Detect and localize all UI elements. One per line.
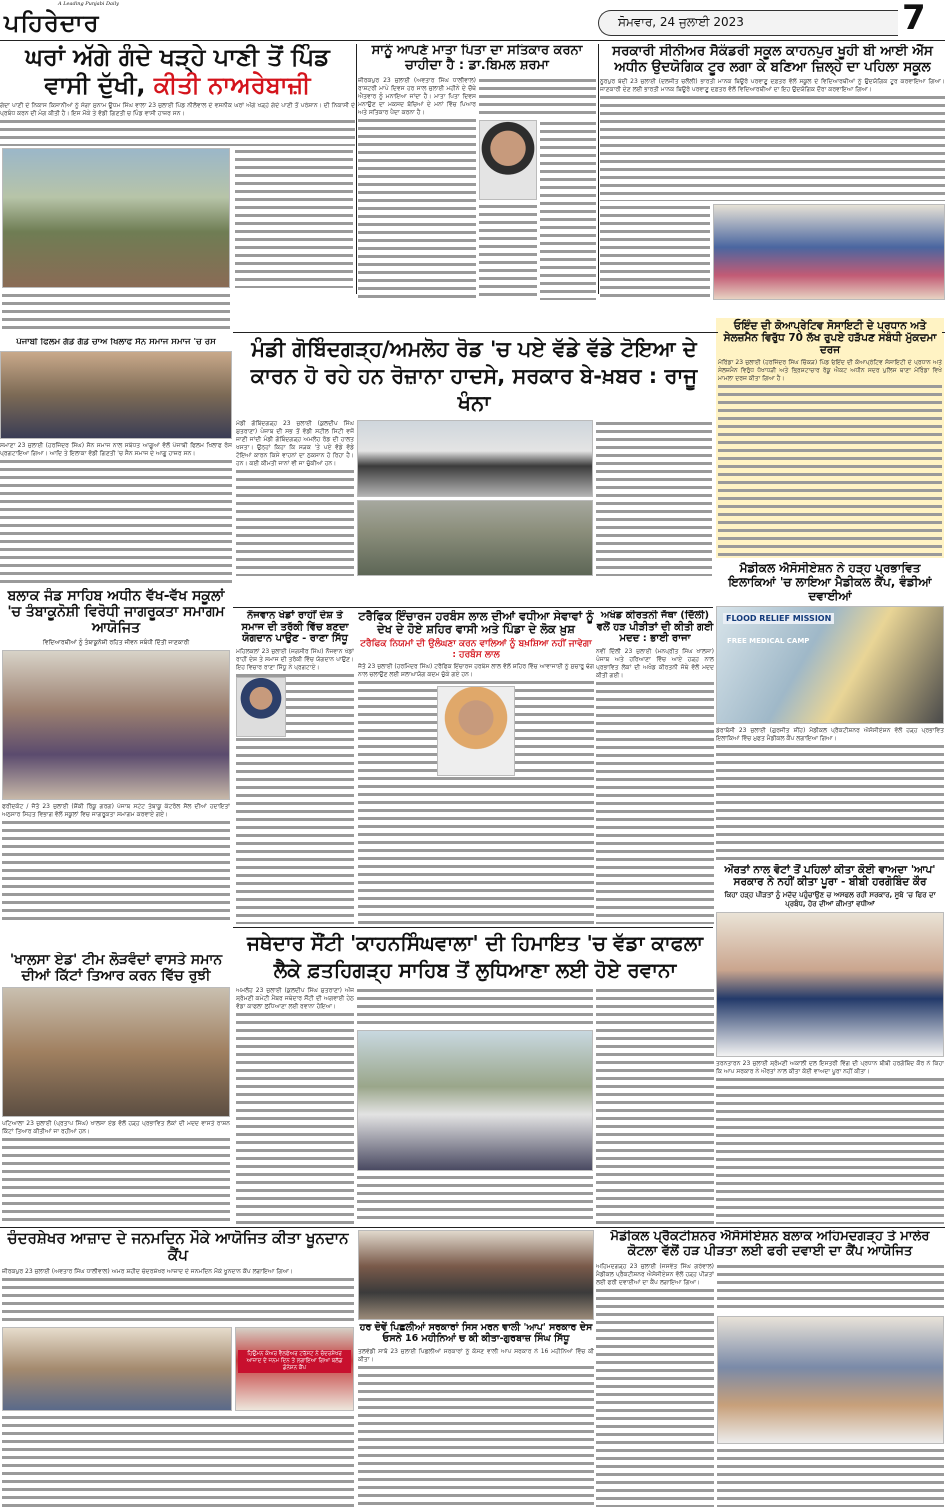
masthead-rule bbox=[0, 40, 945, 41]
subhead-s12: ਟਰੈਫਿਕ ਨਿਯਮਾਂ ਦੀ ਉਲੰਘਣਾ ਕਰਨ ਵਾਲਿਆਂ ਨੂੰ ਬਖ਼ਸ਼ਿਆ ਨਹੀਂ ਜਾਵੇਗਾ : ਹਰਬੰਸ ਲਾਲ bbox=[358, 639, 594, 660]
story-body-s1c bbox=[2, 292, 230, 334]
body-text: ਫਰੀਦਕੋਟ / ਜੈਤੋ 23 ਜੁਲਾਈ (ਸ਼ੈਂਕੀ ਰਿੰਕੂ ਗਰਗ) ਪੰਜਾਬ ਸਟੇਟ ਤੰਬਾਕੂ ਕੰਟਰੋਲ ਸੈਲ ਦੀਆਂ ਹਦਾਇਤਾਂ ਅਨੁਸਾਰ ਸਿਹਤ ਵਿਭਾਗ ਵੱਲੋਂ ਸਕੂਲਾਂ ਵਿਚ ਜਾਗਰੂਕਤਾ ਸਮਾਗਮ ਕਰਵਾਏ ਗਏ। bbox=[2, 803, 230, 819]
photo-blood-donation-1 bbox=[2, 1327, 232, 1411]
story-s1 bbox=[0, 44, 355, 146]
headline-line2 bbox=[0, 72, 355, 100]
story-s12 bbox=[358, 610, 594, 924]
tagline: A Leading Punjabi Daily bbox=[58, 1, 120, 7]
photo-medical-camp bbox=[716, 606, 944, 724]
headline-s13: ਅਖੰਡ ਕੀਰਤਨੀ ਜੱਥਾ (ਦਿੱਲੀ) ਵਲੋਂ ਹੜ ਪੀੜੀਤਾਂ ਦੀ ਕੀਤੀ ਗਈ ਮਦਦ : ਭਾਈ ਰਾਜਾ bbox=[596, 610, 714, 644]
body-text: ਗੰਦਾ ਪਾਣੀ ਦੇ ਨਿਕਾਸ ਕਿਸਾਨੀਆਂ ਨੂੰ ਸੰਗਾ ਸੁਨਾਮ ਊਧਮ ਸਿੰਘ ਵਾਲਾ 23 ਜੁਲਾਈ ਪਿੰਡ ਨੀਲੋਵਾਲ ਦੇ ਵਸਨੀਕ ਘਰਾਂ ਅੱਗੇ ਖੜ੍ਹੇ ਗੰਦੇ ਪਾਣੀ ਤੋਂ ਪਰੇਸ਼ਾਨ। ਦੀ ਨਿਕਾਸੀ ਦੇ ਪ੍ਰਬੰਧ ਕਰਨ ਦੀ ਮੰਗ ਕੀਤੀ ਹੈ। ਇਸ ਮੌਕੇ ਤੇ ਵੱਡੀ ਗਿਣਤੀ ਚ ਪਿੰਡ ਵਾਸੀ ਹਾਜ਼ਰ ਸਨ। bbox=[0, 102, 355, 118]
headline-s9: ਮੈਡੀਕਲ ਐਸੋਸੀਏਸ਼ਨ ਨੇ ਹੜ੍ਹ ਪ੍ਰਭਾਵਿਤ ਇਲਾਕਿਆਂ 'ਚ ਲਾਇਆ ਮੈਡੀਕਲ ਕੈਂਪ, ਵੰਡੀਆਂ ਦਵਾਈਆਂ bbox=[716, 562, 944, 603]
story-body-s15b bbox=[2, 1414, 354, 1507]
story-s5-photo-row bbox=[479, 120, 596, 300]
newspaper-logo: ਪਹਿਰੇਦਾਰ bbox=[4, 9, 100, 37]
headline-s2: ਪੰਜਾਬੀ ਫਿਲਮ ਗੱਡੇ ਗੱਡੇ ਚਾਅ ਖਿਲਾਫ ਸੈਨ ਸਮਾਜ ਸਮਾਜ 'ਚ ਰੋਸ bbox=[0, 338, 232, 348]
headline-s1 bbox=[0, 44, 355, 99]
body-text: ਜ਼ੀਰਕਪੁਰ 23 ਜੁਲਾਈ (ਅਵਤਾਰ ਸਿੰਘ ਧਾਲੀਵਾਲ) ਅਮਰ ਸ਼ਹੀਦ ਚੰਦਰਸ਼ੇਖਰ ਆਜ਼ਾਦ ਦੇ ਜਨਮਦਿਨ ਮੌਕੇ ਖੂਨਦਾਨ ਕੈਂਪ ਲਗਾਇਆ ਗਿਆ। bbox=[2, 1268, 354, 1277]
story-body-s9 bbox=[716, 727, 944, 860]
story-s15 bbox=[2, 1230, 354, 1507]
headline-s15: ਚੰਦਰਸ਼ੇਖਰ ਆਜ਼ਾਦ ਦੇ ਜਨਮਦਿਨ ਮੌਕੇ ਆਯੋਜਿਤ ਕੀਤਾ ਖੂਨਦਾਨ ਕੈਂਪ bbox=[2, 1230, 354, 1265]
photo-khalsa-aid bbox=[2, 987, 230, 1117]
story-body-s5d bbox=[479, 203, 537, 300]
story-body-s14c bbox=[596, 987, 714, 1224]
story-body-s14d bbox=[357, 1174, 593, 1224]
issue-date: ਸੋਮਵਾਰ, 24 ਜੁਲਾਈ 2023 bbox=[618, 15, 744, 29]
story-s15-photos bbox=[2, 1327, 354, 1411]
story-body-s12 bbox=[358, 663, 594, 924]
page-number: 7 bbox=[902, 0, 926, 38]
photo-dr-bimal-sharma bbox=[479, 120, 537, 200]
story-s5-columns bbox=[358, 77, 596, 300]
story-s14 bbox=[236, 930, 714, 1224]
headline-line1: ਘਰਾਂ ਅੱਗੇ ਗੰਦੇ ਖੜ੍ਹੇ ਪਾਣੀ ਤੋਂ ਪਿੰਡ bbox=[25, 44, 330, 71]
headline-s16: ਹਰ ਦੋਵੇਂ ਪਿਛਲੀਆਂ ਸਰਕਾਰਾਂ ਸਿਸ ਮਰਨ ਵਾਲੀ 'ਆਪ' ਸਰਕਾਰ ਦੇਸ ਓਸਨੇ 16 ਮਹੀਨਿਆਂ ਚ ਕੀ ਕੀਤਾ-ਗੁਰਬਾਜ਼ ਸਿੰਘ ਸਿੱਧੂ bbox=[359, 1322, 593, 1344]
banner-flood-relief: FLOOD RELIEF MISSION bbox=[723, 613, 834, 624]
story-s10 bbox=[716, 864, 944, 1224]
photo-raju-khanna-group bbox=[357, 420, 593, 497]
body-text: ਮਹਿਲਕਲਾਂ 23 ਜੁਲਾਈ (ਜਗਸੀਰ ਸਿੰਘ) ਨੌਜਵਾਨ ਖੇਡਾਂ ਰਾਹੀਂ ਦੇਸ਼ ਤੇ ਸਮਾਜ ਦੀ ਤਰੱਕੀ ਵਿੱਚ ਯੋਗਦਾਨ ਪਾਉਣ। ਇਹ ਵਿਚਾਰ ਰਾਣਾ ਸਿੱਧੂ ਨੇ ਪ੍ਰਗਟਾਏ। bbox=[236, 647, 354, 671]
photo-kafla bbox=[357, 1030, 593, 1171]
column-rule bbox=[598, 44, 599, 294]
story-body-s14b bbox=[357, 987, 593, 1027]
body-text: ਅਹਿਮਦਗੜ੍ਹ 23 ਜੁਲਾਈ (ਜਸਵੰਤ ਸਿੰਘ ਗਰੇਵਾਲ) ਮੈਡੀਕਲ ਪ੍ਰੈਕਟੀਸ਼ਨਰ ਐਸੋਸੀਏਸ਼ਨ ਵੱਲੋਂ ਹੜ੍ਹ ਪੀੜਤਾਂ ਲਈ ਫਰੀ ਦਵਾਈਆਂ ਦਾ ਕੈਂਪ ਲਗਾਇਆ ਗਿਆ। bbox=[596, 1262, 714, 1286]
column-rule bbox=[356, 44, 357, 294]
story-body-s5b bbox=[479, 77, 596, 117]
body-text: ਮੰਡੀ ਗੋਬਿੰਦਗੜ੍ਹ 23 ਜੁਲਾਈ (ਕੁਲਦੀਪ ਸਿੰਘ ਸ਼ੁਤਰਾਣਾ) ਪੰਜਾਬ ਦੀ ਸਭ ਤੋਂ ਵੱਡੀ ਸਟੀਲ ਸਿਟੀ ਵਜੋਂ ਜਾਣੀ ਜਾਂਦੀ ਮੰਡੀ ਗੋਬਿੰਦਗੜ੍ਹ ਅਮਲੋਹ ਰੋਡ ਦੀ ਹਾਲਤ ਖਸਤਾ। ਉਨ੍ਹਾਂ ਕਿਹਾ ਕਿ ਸੜਕ 'ਤੇ ਪਏ ਵੱਡੇ ਵੱਡੇ ਟੋਇਆਂ ਕਾਰਨ ਕਿਸੇ ਵਾਹਨਾਂ ਦਾ ਨੁਕਸਾਨ ਹੋ ਰਿਹਾ ਹੈ। ਹਨ। ਕਈ ਕੀਮਤੀ ਜਾਨਾਂ ਵੀ ਜਾ ਚੁੱਕੀਆਂ ਹਨ। bbox=[236, 420, 354, 467]
story-s14-middle bbox=[357, 987, 593, 1224]
headline-part: ਵਾਸੀ ਦੁੱਖੀ, bbox=[44, 70, 154, 99]
headline-s11: ਨੌਜਵਾਨ ਖੇਡਾਂ ਰਾਹੀਂ ਦੇਸ਼ ਤੇ ਸਮਾਜ ਦੀ ਤਰੱਕੀ ਵਿੱਚ ਬਣਦਾ ਯੋਗਦਾਨ ਪਾਉਣ - ਰਾਣਾ ਸਿੱਧੂ bbox=[236, 610, 354, 645]
story-body-s14 bbox=[236, 987, 354, 1224]
headline-s7: ਮੰਡੀ ਗੋਬਿੰਦਗੜ੍ਹ/ਅਮਲੋਹ ਰੋਡ 'ਚ ਪਏ ਵੱਡੇ ਵੱਡੇ ਟੋਇਆ ਦੇ ਕਾਰਨ ਹੋ ਰਹੇ ਹਨ ਰੋਜ਼ਾਨਾ ਹਾਦਸੇ, ਸਰਕਾਰ ਬੇ-ਖ਼ਬਰ : ਰਾਜੂ ਖੰਨਾ bbox=[236, 336, 712, 417]
body-text: ਤਲਵੰਡੀ ਸਾਬੋ 23 ਜੁਲਾਈ ਪਿਛਲੀਆਂ ਸਰਕਾਰਾਂ ਨੂੰ ਕੋਸਣ ਵਾਲੀ ਆਪ ਸਰਕਾਰ ਨੇ 16 ਮਹੀਨਿਆਂ ਵਿੱਚ ਕੀ ਕੀਤਾ। bbox=[358, 1347, 594, 1363]
story-body-s17c bbox=[717, 1447, 944, 1507]
photo-harbans-lal bbox=[437, 686, 515, 776]
story-body-s6 bbox=[600, 78, 945, 201]
story-body-s7b bbox=[596, 420, 712, 576]
story-body-s1 bbox=[0, 102, 355, 146]
story-s6 bbox=[600, 44, 945, 300]
story-s17 bbox=[596, 1230, 944, 1507]
headline-part-red: ਕੀਤੀ ਨਾਅਰੇਬਾਜ਼ੀ bbox=[153, 70, 311, 99]
story-s7-columns bbox=[236, 420, 712, 576]
story-s2 bbox=[0, 338, 232, 584]
section-rule bbox=[233, 927, 713, 928]
headline-s4: 'ਖਾਲਸਾ ਏਡ' ਟੀਮ ਲੋੜਵੰਦਾਂ ਵਾਸਤੇ ਸਮਾਨ ਦੀਆਂ ਕਿੱਟਾਂ ਤਿਆਰ ਕਰਨ ਵਿੱਚ ਰੁਝੀ bbox=[2, 952, 230, 984]
photo-school-event bbox=[2, 650, 230, 800]
headline-s12: ਟਰੈਫਿਕ ਇੰਚਾਰਜ ਹਰਬੰਸ ਲਾਲ ਦੀਆਂ ਵਧੀਆ ਸੇਵਾਵਾਂ ਨੂੰ ਦੇਖ ਦੇ ਹੋਏ ਸ਼ਹਿਰ ਵਾਸੀ ਅਤੇ ਪਿੰਡਾ ਦੇ ਲੋਕ ਖ਼ੁਸ਼ bbox=[358, 610, 594, 637]
photo-protest-villagers bbox=[2, 148, 230, 288]
body-text: ਪਟਿਆਲਾ 23 ਜੁਲਾਈ (ਪ੍ਰਤਾਪ ਸਿੰਘ) ਖਾਲਸਾ ਏਡ ਵੱਲੋਂ ਹੜ੍ਹ ਪ੍ਰਭਾਵਿਤ ਲੋਕਾਂ ਦੀ ਮਦਦ ਵਾਸਤੇ ਰਾਸ਼ਨ ਕਿੱਟਾਂ ਤਿਆਰ ਕੀਤੀਆਂ ਜਾ ਰਹੀਆਂ ਹਨ। bbox=[2, 1120, 230, 1136]
body-text: ਤਰਨਤਾਰਨ 23 ਜੁਲਾਈ ਸ਼੍ਰੋਮਣੀ ਅਕਾਲੀ ਦਲ ਇਸਤਰੀ ਵਿੰਗ ਦੀ ਪ੍ਰਧਾਨ ਬੀਬੀ ਹਰਗੋਬਿੰਦ ਕੌਰ ਨੇ ਕਿਹਾ ਕਿ ਆਪ ਸਰਕਾਰ ਨੇ ਔਰਤਾਂ ਨਾਲ ਕੀਤਾ ਕੋਈ ਵਾਅਦਾ ਪੂਰਾ ਨਹੀਂ ਕੀਤਾ। bbox=[716, 1060, 944, 1076]
story-body-s17 bbox=[596, 1263, 714, 1507]
story-s7 bbox=[236, 336, 712, 576]
story-box-s8 bbox=[716, 318, 944, 558]
subhead-s10: ਕਿਹਾ ਹੜ੍ਹ ਪੀੜਤਾਂ ਨੂੰ ਮਦੱਦ ਪਹੁੰਚਾਉਣ ਚ ਅਸਫਲ ਰਹੀ ਸਰਕਾਰ, ਸੂਬੇ 'ਚ ਫਿਰ ਦਾ ਪ੍ਰਬੰਧ, ਹੋਰ ਦੀਆਂ ਕੀਮਤਾਂ ਵਧੀਆਂ bbox=[716, 891, 944, 909]
story-body-s15 bbox=[2, 1268, 354, 1324]
headline-s8: ਓਇੰਦ ਦੀ ਕੋਆਪ੍ਰੇਟਿਵ ਸੋਸਾਇਟੀ ਦੇ ਪ੍ਰਧਾਨ ਅਤੇ ਸੇਲਜ਼ਮੈਨ ਵਿਰੁੱਧ 70 ਲੱਖ ਰੁਪਏ ਹੜੱਪਣ ਸਬੰਧੀ ਮੁੱਕਦਮਾ ਦਰਜ bbox=[718, 320, 942, 356]
headline-s3: ਬਲਾਕ ਜੰਡ ਸਾਹਿਬ ਅਧੀਨ ਵੱਖ-ਵੱਖ ਸਕੂਲਾਂ 'ਚ ਤੰਬਾਕੂਨੋਸ਼ੀ ਵਿਰੋਧੀ ਜਾਗਰੂਕਤਾ ਸਮਾਗਮ ਆਯੋਜਿਤ bbox=[2, 588, 230, 636]
photo-rana-sidhu bbox=[236, 677, 286, 737]
body-text: ਜ਼ੀਰਕਪੁਰ 23 ਜੁਲਾਈ (ਅਵਤਾਰ ਸਿੰਘ ਧਾਲੀਵਾਲ) ਰਾਸ਼ਟਰੀ ਮਾਪੇ ਦਿਵਸ ਹਰ ਸਾਲ ਜੁਲਾਈ ਮਹੀਨੇ ਦੇ ਚੌਥੇ ਐਤਵਾਰ ਨੂੰ ਮਨਾਇਆ ਜਾਂਦਾ ਹੈ। ਮਾਤਾ ਪਿਤਾ ਦਿਵਸ ਮਨਾਉਣ ਦਾ ਮਕਸਦ ਬੱਚਿਆਂ ਦੇ ਮਨਾਂ ਵਿੱਚ ਪਿਆਰ ਅਤੇ ਸਤਿਕਾਰ ਪੈਦਾ ਕਰਨਾ ਹੈ। bbox=[358, 76, 476, 116]
masthead bbox=[0, 0, 945, 40]
story-body-s17b bbox=[717, 1263, 944, 1313]
photo-blood-donation-2 bbox=[235, 1327, 354, 1411]
story-s14-columns bbox=[236, 987, 714, 1224]
body-text: ਸਮਾਣਾ 23 ਜੁਲਾਈ (ਹਰਜਿੰਦਰ ਸਿੰਘ) ਸੈਨ ਸਮਾਜ ਨਾਲ ਸਬੰਧਤ ਆਗੂਆਂ ਵੱਲੋਂ ਪੰਜਾਬੀ ਫਿਲਮ ਖਿਲਾਫ ਰੋਸ ਪ੍ਰਗਟਾਇਆ ਗਿਆ। ਆਦਿ ਤੇ ਇਲਾਕਾ ਵੱਡੀ ਗਿਣਤੀ 'ਚ ਸੈਨ ਸਮਾਜ ਦੇ ਆਗੂ ਹਾਜ਼ਰ ਸਨ। bbox=[0, 441, 232, 457]
story-body-s8 bbox=[718, 359, 942, 556]
banner-free-camp: FREE MEDICAL CAMP bbox=[727, 637, 810, 646]
headline-s10: ਔਰਤਾਂ ਨਾਲ ਵੋਟਾਂ ਤੋਂ ਪਹਿਲਾਂ ਕੀਤਾ ਕੋਈ ਵਾਅਦਾ 'ਆਪ' ਸਰਕਾਰ ਨੇ ਨਹੀਂ ਕੀਤਾ ਪੂਰਾ - ਬੀਬੀ ਹਰਗੋਬਿੰਦ ਕੌਰ bbox=[716, 864, 944, 888]
body-text: ਜੈਤੋ 23 ਜੁਲਾਈ (ਹਰਮਿੰਦਰ ਸਿੰਘ) ਟਰੈਫਿਕ ਇੰਚਾਰਜ ਹਰਬੰਸ ਲਾਲ ਵੱਲੋਂ ਸ਼ਹਿਰ ਵਿੱਚ ਆਵਾਜਾਈ ਨੂੰ ਸੁਚਾਰੂ ਢੰਗ ਨਾਲ ਚਲਾਉਣ ਲਈ ਸ਼ਲਾਘਾਯੋਗ ਕਦਮ ਚੁੱਕੇ ਗਏ ਹਨ। bbox=[358, 663, 594, 679]
story-s13 bbox=[596, 610, 714, 924]
body-text: ਅਮਲੋਹ 23 ਜੁਲਾਈ (ਕੁਲਦੀਪ ਸਿੰਘ ਸ਼ੁਤਰਾਣਾ) ਅੱਜ ਸ਼੍ਰੋਮਣੀ ਕਮੇਟੀ ਮੈਂਬਰ ਜਥੇਦਾਰ ਸੌਂਟੀ ਦੀ ਅਗਵਾਈ ਹੇਠ ਵੱਡਾ ਕਾਫਲਾ ਲੁਧਿਆਣਾ ਲਈ ਰਵਾਨਾ ਹੋਇਆ। bbox=[236, 987, 354, 1010]
story-body-s1b bbox=[235, 148, 353, 288]
body-text: ਡੇਰਾਬੱਸੀ 23 ਜੁਲਾਈ (ਗੁਰਜੀਤ ਸ਼ੀਂਹ) ਮੈਡੀਕਲ ਪ੍ਰੈਕਟੀਸ਼ਨਰ ਐਸੋਸੀਏਸ਼ਨ ਵੱਲੋਂ ਹੜ੍ਹ ਪ੍ਰਭਾਵਿਤ ਇਲਾਕਿਆਂ ਵਿੱਚ ਮੁਫਤ ਮੈਡੀਕਲ ਕੈਂਪ ਲਗਾਇਆ ਗਿਆ। bbox=[716, 727, 944, 743]
story-s5-photo-col bbox=[479, 120, 537, 300]
story-body-s5c bbox=[540, 120, 596, 300]
story-body-s7 bbox=[236, 420, 354, 576]
story-s3 bbox=[2, 588, 230, 924]
story-s4 bbox=[2, 952, 230, 1224]
section-rule bbox=[233, 607, 713, 608]
headline-s6: ਸਰਕਾਰੀ ਸੀਨੀਅਰ ਸੈਕੰਡਰੀ ਸਕੂਲ ਕਾਹਨਪੁਰ ਖੂਹੀ ਬੀ ਆਈ ਐੱਸ ਅਧੀਨ ਉਦਯੋਗਿਕ ਟੂਰ ਲਗਾ ਕੇ ਬਣਿਆ ਜ਼ਿਲ੍ਹੇ ਦਾ ਪਹਿਲਾ ਸਕੂਲ bbox=[600, 44, 945, 75]
story-s9 bbox=[716, 562, 944, 860]
photo-meeting bbox=[358, 1230, 594, 1320]
story-s17-right bbox=[717, 1263, 944, 1507]
section-rule bbox=[0, 1227, 945, 1228]
story-s6-photo-row bbox=[600, 204, 945, 300]
headline-s17: ਮੈਡੀਕਲ ਪ੍ਰੈਕਟੀਸ਼ਨਰ ਐਸੋਸੀਏਸ਼ਨ ਬਲਾਕ ਅਹਿਮਦਗੜ੍ਹ ਤੇ ਮਾਲੇਰ ਕੋਟਲਾ ਵੱਲੋਂ ਹੜ ਪੀੜਤਾ ਲਈ ਫਰੀ ਦਵਾਈ ਦਾ ਕੈਂਪ ਆਯੋਜਿਤ bbox=[596, 1230, 944, 1260]
photo-school-students bbox=[713, 204, 945, 300]
story-body-s3 bbox=[2, 803, 230, 924]
headline-s5: ਸਾਨੂੰ ਆਪਣੇ ਮਾਤਾ ਪਿਤਾ ਦਾ ਸਤਿਕਾਰ ਕਰਨਾ ਚਾਹੀਦਾ ਹੈ : ਡਾ.ਬਿਮਲ ਸ਼ਰਮਾ bbox=[358, 44, 596, 74]
photo-potholed-road bbox=[357, 500, 593, 577]
story-body-s2 bbox=[0, 442, 232, 584]
story-body-s10 bbox=[716, 1060, 944, 1224]
photo-akali-women bbox=[716, 912, 944, 1057]
story-s16 bbox=[358, 1230, 594, 1507]
story-body-s16 bbox=[358, 1348, 594, 1507]
story-body-s13 bbox=[596, 648, 714, 925]
story-body-s5 bbox=[358, 77, 476, 300]
body-text: ਨਵੀਂ ਦਿੱਲੀ 23 ਜੁਲਾਈ (ਮਨਪ੍ਰੀਤ ਸਿੰਘ ਖਾਲਸਾ) ਪੰਜਾਬ ਅਤੇ ਹਰਿਆਣਾ ਵਿੱਚ ਆਏ ਹੜ੍ਹ ਨਾਲ ਪ੍ਰਭਾਵਿਤ ਲੋਕਾਂ ਦੀ ਅਖੰਡ ਕੀਰਤਨੀ ਜੱਥੇ ਵੱਲੋਂ ਮਦਦ ਕੀਤੀ ਗਈ। bbox=[596, 647, 714, 679]
story-s5 bbox=[358, 44, 596, 300]
story-body-s4 bbox=[2, 1120, 230, 1224]
story-s7-photos bbox=[357, 420, 593, 576]
subhead-s3: ਵਿਦਿਆਰਥੀਆਂ ਨੂੰ ਤੰਬਾਕੂਨੋਸ਼ੀ ਰਹਿਤ ਜੀਵਨ ਸਬੰਧੀ ਦਿੱਤੀ ਜਾਣਕਾਰੀ bbox=[2, 639, 230, 647]
photo-sain-samaj bbox=[0, 351, 232, 439]
photo-medical-practitioners bbox=[717, 1316, 944, 1444]
headline-s14: ਜਥੇਦਾਰ ਸੌਂਟੀ 'ਕਾਹਨਸਿੰਘਵਾਲਾ' ਦੀ ਹਿਮਾਇਤ 'ਚ ਵੱਡਾ ਕਾਫਲਾ ਲੈਕੇ ਫ਼ਤਹਿਗੜ੍ਹ ਸਾਹਿਬ ਤੋਂ ਲੁਧਿਆਣਾ ਲਈ ਹੋਏ ਰਵਾਨਾ bbox=[236, 930, 714, 984]
body-text: ਨੂਰਪੁਰ ਬੇਦੀ 23 ਜੁਲਾਈ (ਦਲਜੀਤ ਚਲੌਲੀ) ਭਾਰਤੀ ਮਾਨਕ ਬਿਊਰੋ ਪਰਵਾਣੂ ਦਫ਼ਤਰ ਵੱਲੋਂ ਸਕੂਲ ਦੇ ਵਿਦਿਆਰਥੀਆਂ ਨੂੰ ਉਦਯੋਗਿਕ ਟੂਰ ਕਰਵਾਇਆ ਗਿਆ। ਜਾਣਕਾਰੀ ਦੇਣ ਲਈ ਭਾਰਤੀ ਮਾਨਕ ਬਿਊਰੋ ਪਰਵਾਣੂ ਦਫ਼ਤਰ ਵੱਲੋਂ ਵਿਦਿਆਰਥੀਆਂ ਦਾ ਇਹ ਉਦਯੋਗਿਕ ਦੌਰਾ ਕਰਵਾਇਆ ਗਿਆ। bbox=[600, 78, 945, 94]
story-body-s6b bbox=[600, 204, 710, 300]
story-body-s11 bbox=[236, 648, 354, 925]
story-s17-columns bbox=[596, 1263, 944, 1507]
story-s5-right bbox=[479, 77, 596, 300]
story-s11 bbox=[236, 610, 354, 924]
body-text: ਮੋਰਿੰਡਾ 23 ਜੁਲਾਈ (ਹਰਜਿੰਦਰ ਸਿੰਘ ਚਿੱਕੜ) ਪਿੰਡ ਓਇੰਦ ਦੀ ਕੋਆਪ੍ਰੇਟਿਵ ਸੋਸਾਇਟੀ ਦੇ ਪ੍ਰਧਾਨ ਅਤੇ ਸੇਲਜ਼ਮੈਨ ਵਿਰੁੱਧ ਧੋਖਾਧੜੀ ਅਤੇ ਭ੍ਰਿਸ਼ਟਾਚਾਰ ਰੋਕੂ ਐਕਟ ਅਧੀਨ ਸਦਰ ਪੁਲਿਸ ਥਾਣਾ ਮੋਰਿੰਡਾ ਵਿਖੇ ਮਾਮਲਾ ਦਰਜ ਕੀਤਾ ਗਿਆ ਹੈ। bbox=[718, 359, 942, 383]
banner-blood-camp: ਹਿਉਮਨ ਕੇਅਰ ਵੈਲਫੇਅਰ ਟਰੱਸਟ ਨੇ ਚੰਦਰਸ਼ੇਖਰ ਆਜ਼ਾਦ ਦੇ ਜਨਮ ਦਿਨ ਤੇ ਲਗਾਇਆ ਗਿਆ ਬਲੱਡ ਡੋਨੇਸ਼ਨ ਕੈਂਪ bbox=[238, 1350, 351, 1373]
